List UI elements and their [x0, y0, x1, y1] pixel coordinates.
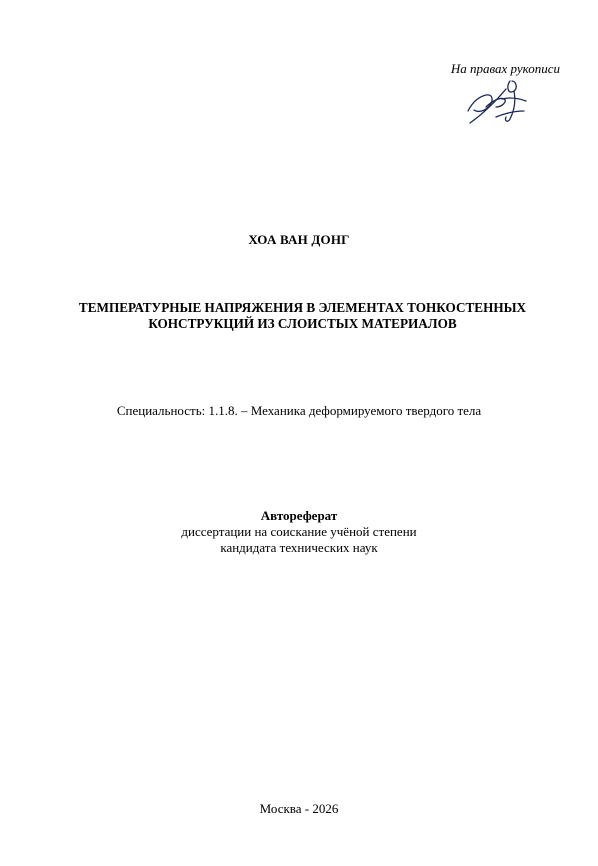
abstract-line: кандидата технических наук: [220, 540, 378, 555]
specialty-line: Специальность: 1.1.8. – Механика деформируемого твердого тела: [116, 403, 482, 418]
place-year: Москва - 2026: [259, 801, 339, 816]
manuscript-note: На правах рукописи: [450, 61, 560, 76]
abstract-heading: Автореферат: [260, 508, 338, 523]
title-line: ТЕМПЕРАТУРНЫЕ НАПРЯЖЕНИЯ В ЭЛЕМЕНТАХ ТОНКОСТЕННЫХ: [78, 300, 527, 315]
abstract-block: [0, 508, 598, 556]
author-name: ХОА ВАН ДОНГ: [248, 232, 350, 247]
title-line: КОНСТРУКЦИЙ ИЗ СЛОИСТЫХ МАТЕРИАЛОВ: [148, 316, 457, 331]
abstract-line: диссертации на соискание учёной степени: [181, 524, 417, 539]
dissertation-title: [30, 300, 575, 332]
handwritten-signature: [466, 77, 530, 127]
